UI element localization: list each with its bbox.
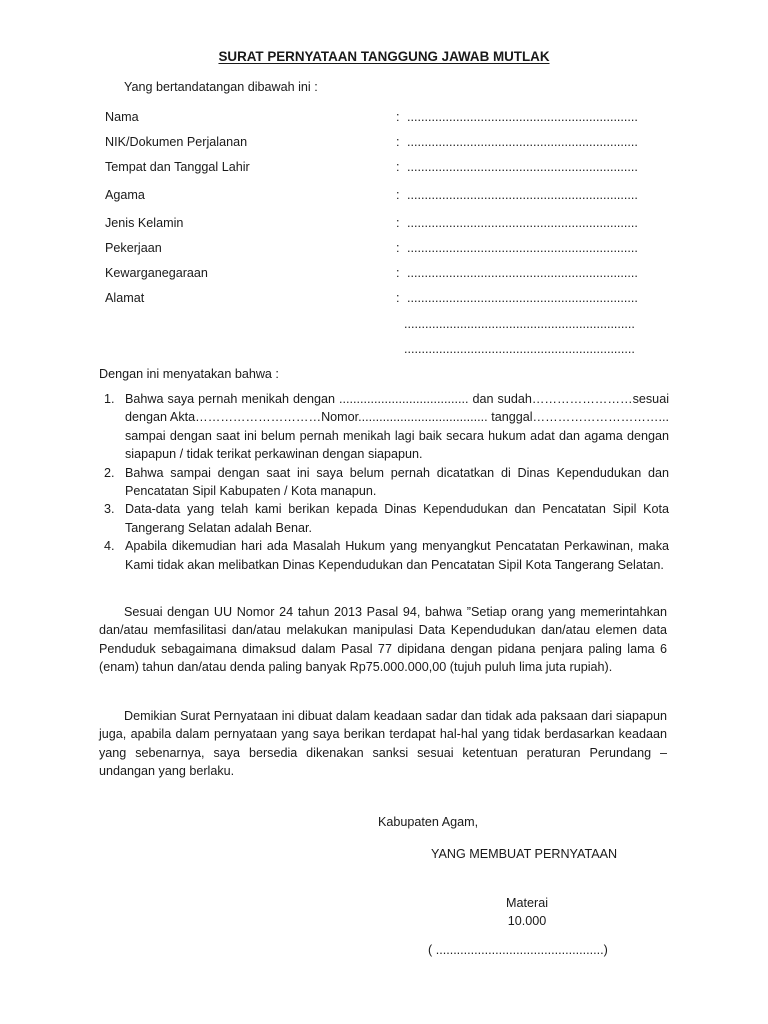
- field-label: Pekerjaan: [105, 241, 162, 255]
- field-blank: ..................................................................: [407, 160, 638, 174]
- field-label: Nama: [105, 110, 139, 124]
- field-label: Jenis Kelamin: [105, 216, 184, 230]
- field-alamat: [105, 291, 670, 307]
- field-tempat-tanggal-lahir: [105, 160, 670, 176]
- field-blank: ..................................................................: [407, 266, 638, 280]
- field-agama: [105, 188, 670, 204]
- field-label: Agama: [105, 188, 145, 202]
- field-label: NIK/Dokumen Perjalanan: [105, 135, 248, 149]
- field-blank: ..................................................................: [407, 241, 638, 255]
- field-nama: [105, 110, 670, 126]
- field-separator: :: [396, 188, 400, 202]
- field-separator: :: [396, 216, 400, 230]
- statement-intro: Dengan ini menyatakan bahwa :: [99, 367, 279, 381]
- field-pekerjaan: [105, 241, 670, 257]
- field-separator: :: [396, 241, 400, 255]
- field-separator: :: [396, 135, 400, 149]
- field-label: Tempat dan Tanggal Lahir: [105, 160, 250, 174]
- field-blank: ..................................................................: [407, 135, 638, 149]
- list-item-text: Apabila dikemudian hari ada Masalah Hukum yang menyangkut Pencatatan Perkawinan, maka Kami tidak akan melibatkan Dinas Kependudukan dan Pencatatan Sipil Kota Tangerang Selatan.: [125, 539, 669, 572]
- list-item: [99, 537, 669, 574]
- field-blank: ..................................................................: [407, 291, 638, 305]
- field-separator: :: [396, 160, 400, 174]
- document-title: SURAT PERNYATAAN TANGGUNG JAWAB MUTLAK: [218, 49, 550, 64]
- list-item-text: Bahwa sampai dengan saat ini saya belum pernah dicatatkan di Dinas Kependudukan dan Pencatatan Sipil Kabupaten / Kota manapun.: [125, 465, 669, 499]
- place-text: Kabupaten Agam,: [378, 815, 479, 829]
- field-separator: :: [396, 266, 400, 280]
- signature-line: ( ................................................): [428, 943, 608, 957]
- legal-paragraph: Sesuai dengan UU Nomor 24 tahun 2013 Pasal 94, bahwa ”Setiap orang yang memerintahkan dan/atau memfasilitasi dan/atau melakukan manipulasi Data Kependudukan dan/atau elemen data Penduduk sebagaimana dimaksud dalam Pasal 77 dipidana dengan pidana penjara paling lama 6 (enam) tahun dan/atau denda paling banyak Rp75.000.000,00 (tujuh puluh lima juta rupiah).: [99, 605, 667, 674]
- field-kewarganegaraan: [105, 266, 670, 282]
- field-blank: ..................................................................: [407, 188, 638, 202]
- stamp-value: 10.000: [507, 914, 547, 928]
- list-item-number: 4.: [104, 539, 115, 554]
- statement-list: [99, 390, 669, 574]
- field-separator: :: [396, 291, 400, 305]
- field-blank: ..................................................................: [407, 110, 638, 124]
- stamp-placeholder: [480, 894, 574, 930]
- list-item-number: 1.: [104, 392, 115, 406]
- field-separator: :: [396, 110, 400, 124]
- field-jenis-kelamin: [105, 216, 670, 232]
- list-item-text: Bahwa saya pernah menikah dengan ..................................... dan sudah……………………sesuai dengan Akta…………………………Nomor..................................... tanggal…………………………... sampai dengan saat ini belum pernah menikah lagi baik secara hukum adat dan agama dengan siapapun / tidak terikat perkawinan dengan siapapun.: [125, 392, 669, 462]
- closing-paragraph: Demikian Surat Pernyataan ini dibuat dalam keadaan sadar dan tidak ada paksaan dari siapapun juga, apabila dalam pernyataan yang saya berikan terdapat hal-hal yang tidak berdasarkan keadaan yang sebenarnya, saya bersedia dikenakan sanksi sesuai ketentuan peraturan Perundang – undangan yang berlaku.: [99, 709, 667, 778]
- list-item-number: 2.: [104, 465, 115, 480]
- list-item: [99, 500, 669, 537]
- field-label: Alamat: [105, 291, 145, 305]
- stamp-label: Materai: [506, 896, 548, 910]
- field-label: Kewarganegaraan: [105, 266, 208, 280]
- list-item-text: Data-data yang telah kami berikan kepada Dinas Kependudukan dan Pencatatan Sipil Kota Tangerang Selatan adalah Benar.: [125, 502, 669, 535]
- signer-title: YANG MEMBUAT PERNYATAAN: [431, 847, 618, 861]
- list-item: [99, 464, 669, 501]
- list-item: [99, 390, 669, 464]
- list-item-number: 3.: [104, 502, 115, 517]
- field-nik: [105, 135, 670, 151]
- address-extra-line: ..................................................................: [404, 342, 635, 356]
- address-extra-line: ..................................................................: [404, 317, 635, 331]
- field-blank: ..................................................................: [407, 216, 638, 230]
- intro-text: Yang bertandatangan dibawah ini :: [124, 80, 318, 94]
